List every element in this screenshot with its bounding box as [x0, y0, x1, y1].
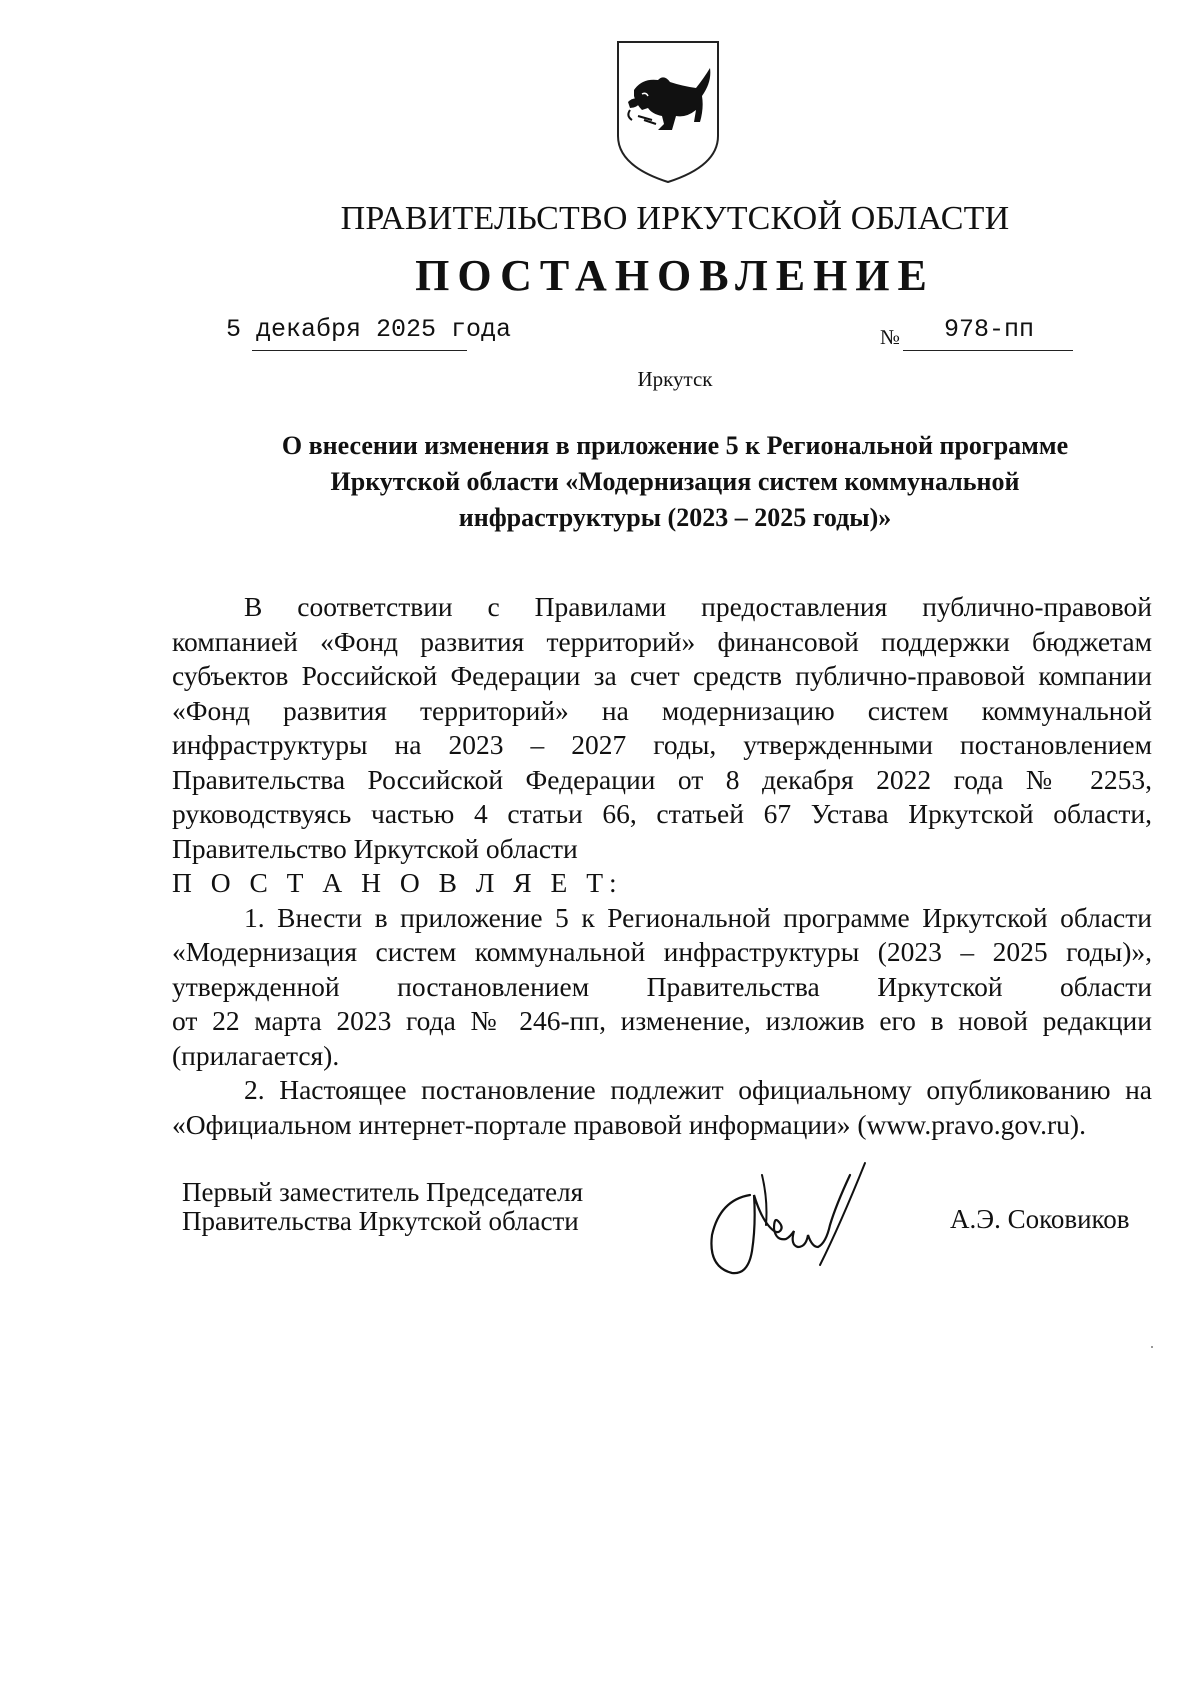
- document-city: Иркутск: [637, 367, 713, 391]
- signer-position-line: Первый заместитель Председателя: [182, 1177, 584, 1207]
- item-2-line: «Официальном интернет-портале правовой информации» (www.pravo.gov.ru).: [172, 1108, 1086, 1140]
- signer-position: [182, 1178, 583, 1236]
- document-date: 5 декабря 2025 года: [226, 315, 512, 344]
- preamble-line: В соответствии с Правилами предоставления публично-правовой: [244, 591, 1152, 622]
- item-2-line: 2. Настоящее постановление подлежит официальному опубликованию на: [244, 1074, 1152, 1105]
- item-1-line: утвержденной постановлением Правительства Иркутской области: [172, 970, 1152, 1002]
- preamble-line: компанией «Фонд развития территорий» финансовой поддержки бюджетам: [172, 625, 1152, 657]
- organization-title: ПРАВИТЕЛЬСТВО ИРКУТСКОЙ ОБЛАСТИ: [340, 200, 1010, 237]
- scan-speck: [1151, 1346, 1153, 1348]
- signer-position-line: Правительства Иркутской области: [182, 1206, 579, 1236]
- document-number: 978-пп: [944, 315, 1035, 344]
- preamble-line: субъектов Российской Федерации за счет средств публично-правовой компании: [172, 660, 1152, 691]
- document-type-title: ПОСТАНОВЛЕНИЕ: [415, 251, 935, 300]
- item-1-line: «Модернизация систем коммунальной инфраструктуры (2023 – 2025 годы)»,: [172, 936, 1152, 967]
- item-1-line: (прилагается).: [172, 1039, 340, 1071]
- preamble-line: руководствуясь частью 4 статьи 66, статьей 67 Устава Иркутской области,: [172, 798, 1152, 829]
- number-sign: №: [880, 325, 901, 349]
- decree-word: П О С Т А Н О В Л Я Е Т:: [172, 867, 623, 898]
- signer-name: А.Э. Соковиков: [950, 1204, 1130, 1234]
- document-body: [172, 590, 1152, 1142]
- coat-of-arms-icon: [612, 38, 724, 186]
- date-underline: [252, 350, 467, 351]
- subject-line: О внесении изменения в приложение 5 к Региональной программе: [281, 431, 1069, 460]
- subject-line: Иркутской области «Модернизация систем коммунальной: [330, 467, 1020, 496]
- handwritten-signature: [690, 1155, 890, 1285]
- item-1-line: от 22 марта 2023 года № 246-пп, изменение, изложив его в новой редакции: [172, 1005, 1152, 1036]
- preamble-line: инфраструктуры на 2023 – 2027 годы, утвержденными постановлением: [172, 729, 1152, 760]
- subject-line: инфраструктуры (2023 – 2025 годы)»: [458, 503, 892, 532]
- number-underline: [903, 350, 1073, 351]
- item-1-line: 1. Внести в приложение 5 к Региональной программе Иркутской области: [244, 901, 1152, 933]
- document-subject: [170, 428, 1180, 536]
- preamble-line: «Фонд развития территорий» на модернизацию систем коммунальной: [172, 694, 1152, 726]
- preamble-line: Правительство Иркутской области: [172, 832, 578, 864]
- preamble-line: Правительства Российской Федерации от 8 декабря 2022 года № 2253,: [172, 763, 1152, 795]
